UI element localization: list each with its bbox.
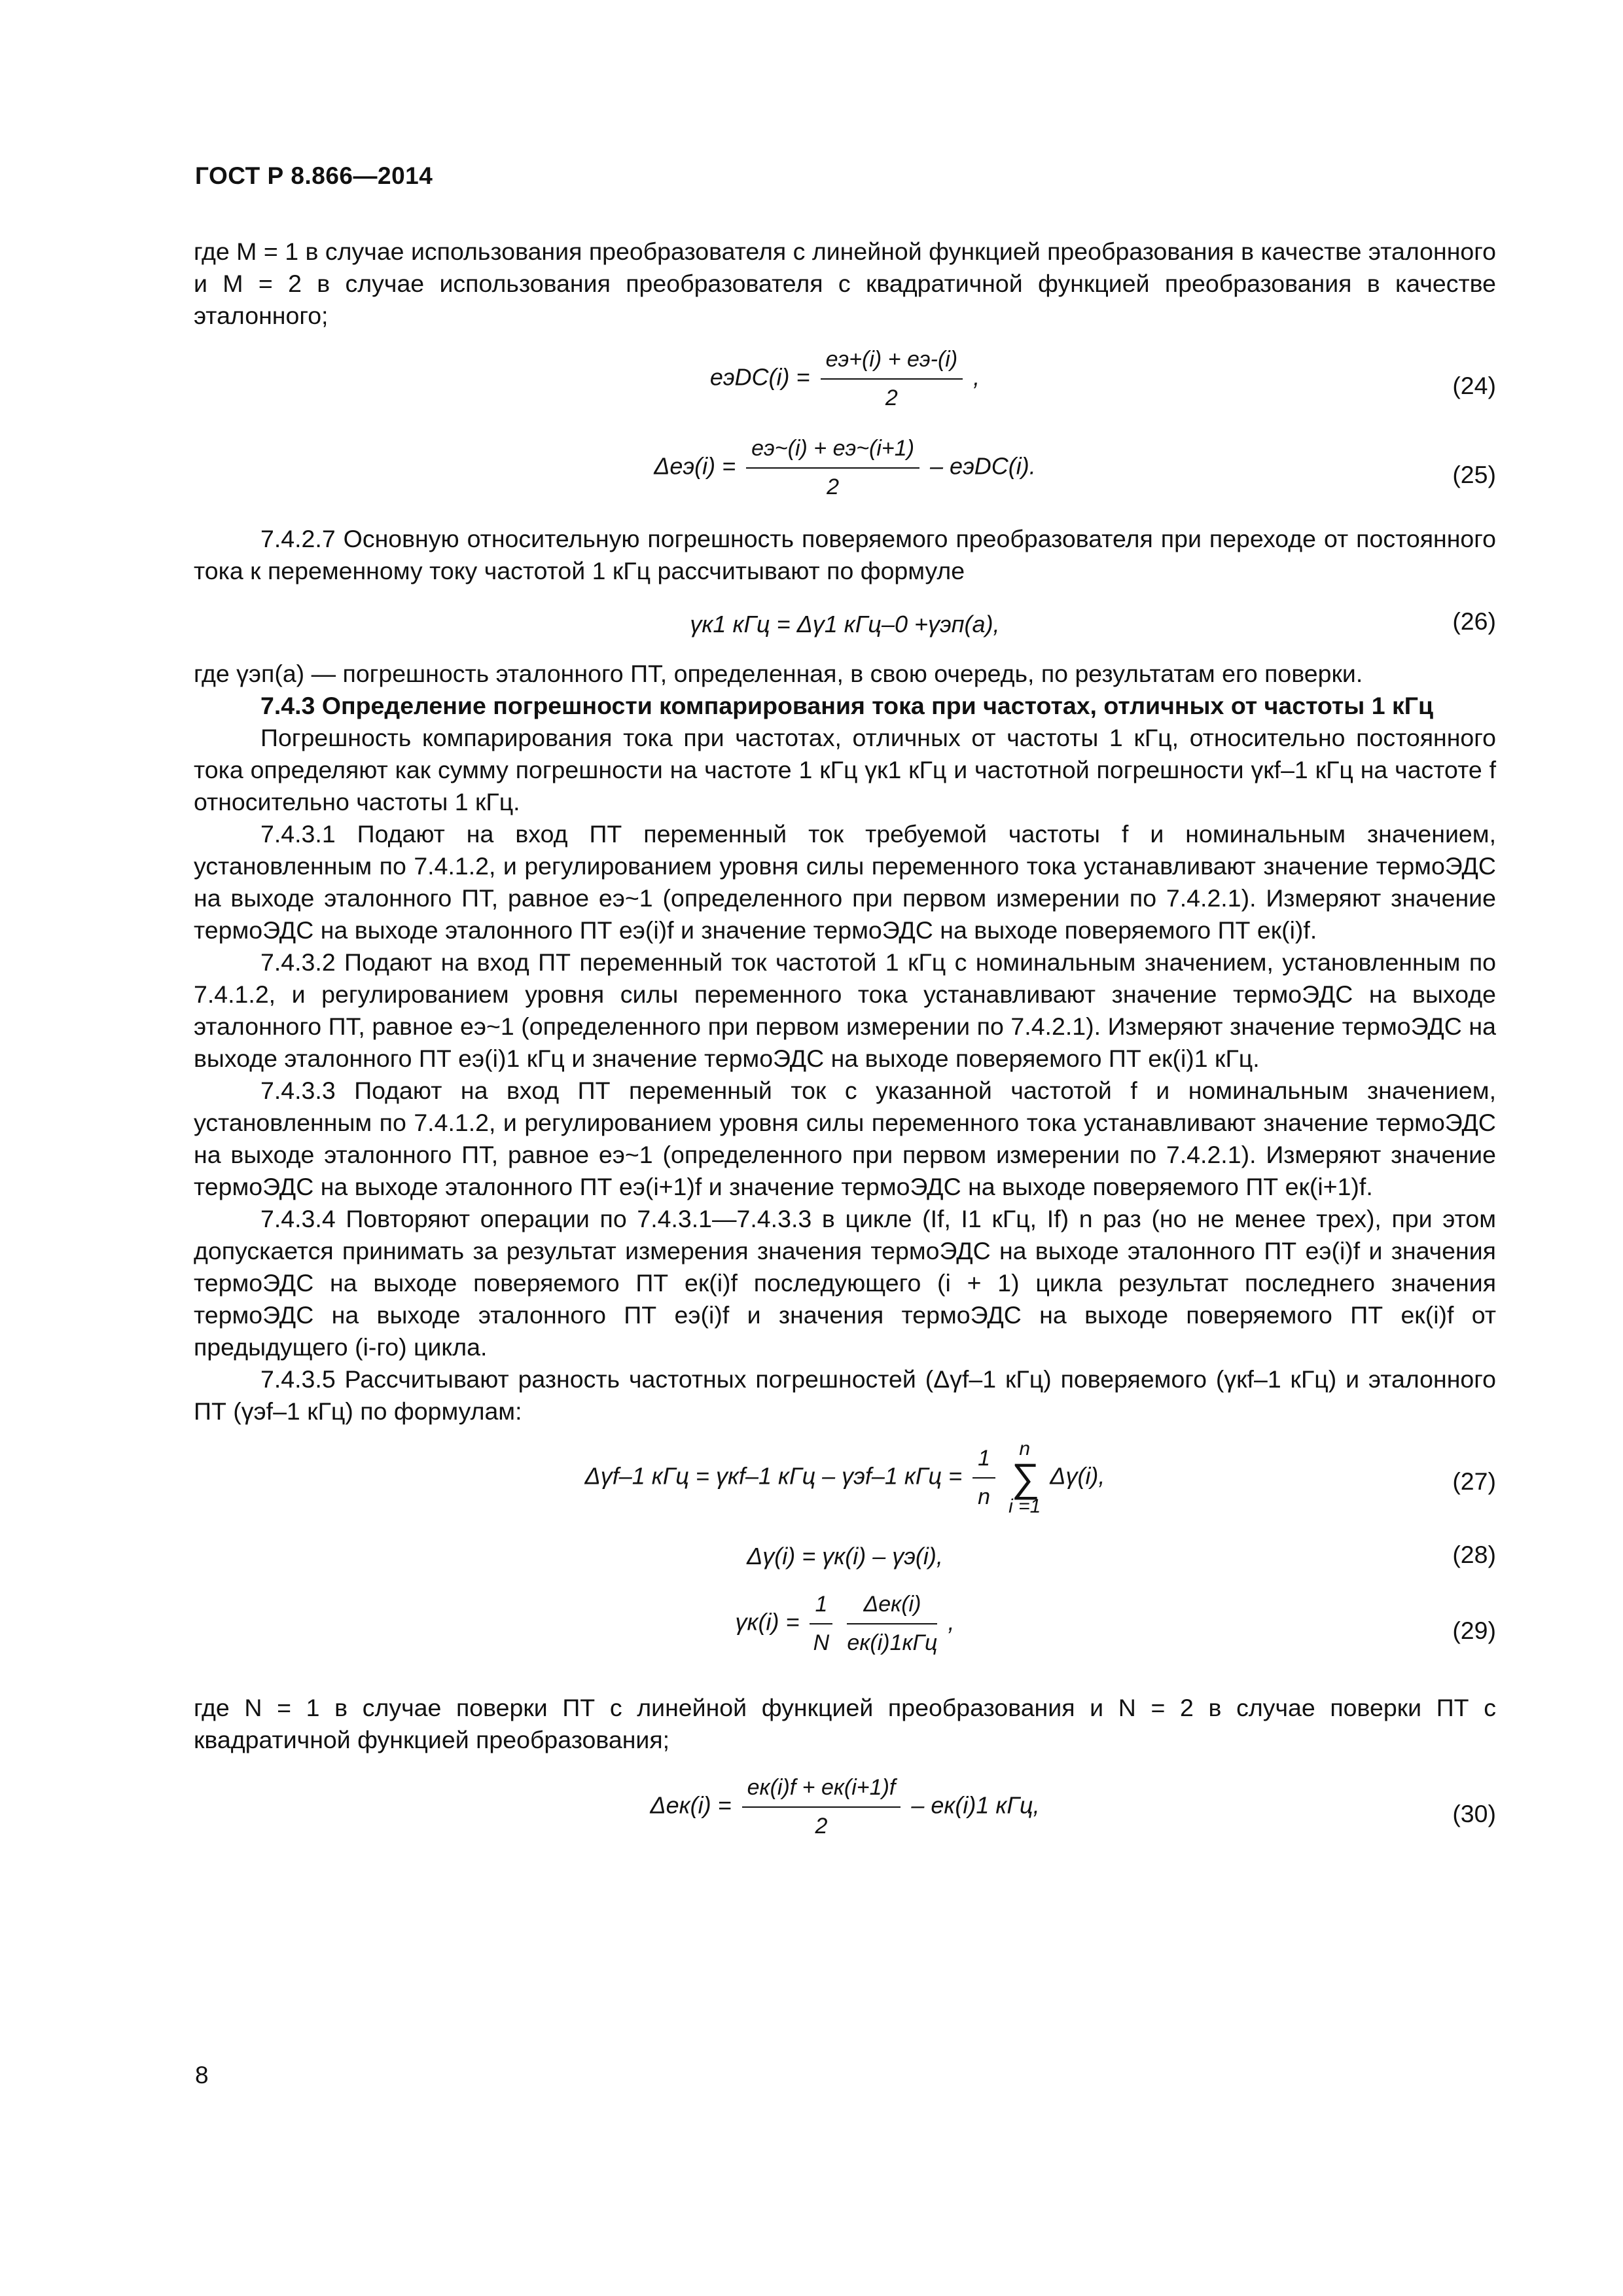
- paragraph-where-gamma: где γэп(a) — погрешность эталонного ПТ, определенная, в свою очередь, по результатам его поверки.: [194, 660, 1363, 687]
- sum-lower-limit: i =1: [1008, 1496, 1041, 1517]
- formula-29-denominator-1: N: [813, 1630, 830, 1655]
- formula-29-numerator-2: Δeк(i): [847, 1588, 937, 1624]
- formula-27-numerator: 1: [972, 1443, 995, 1479]
- paragraph-7-4-3-2: 7.4.3.2 Подают на вход ПТ переменный ток частотой 1 кГц с номинальным значением, установленным по 7.4.1.2, и регулированием уровня силы переменного тока устанавливают значение термоЭДС на выходе эталонного ПТ, равное eэ~1 (определенного при первом измерении по 7.4.2.1). Измеряют значение термоЭДС на выходе эталонного ПТ eэ(i)1 кГц и значение термоЭДС на выходе поверяемого ПТ eк(i)1 кГц.: [194, 948, 1496, 1072]
- formula-25-numerator: eэ~(i) + eэ~(i+1): [746, 433, 919, 469]
- paragraph-7-4-3-4: 7.4.3.4 Повторяют операции по 7.4.3.1—7.4.3.3 в цикле (If, I1 кГц, If) n раз (но не менее трех), при этом допускается принимать за результат измерения значения термоЭДС на выходе эталонного ПТ eэ(i)f и значения термоЭДС на выходе поверяемого ПТ eк(i)f последующего (i + 1) цикла результат последнего значения термоЭДС на выходе эталонного ПТ eэ(i)f и значения термоЭДС на выходе поверяемого ПТ eк(i)f от предыдущего (i-го) цикла.: [194, 1205, 1496, 1361]
- paragraph-7-4-3-5: 7.4.3.5 Рассчитывают разность частотных погрешностей (Δγf–1 кГц) поверяемого (γкf–1 кГц) и эталонного ПТ (γэf–1 кГц) по формулам:: [194, 1365, 1496, 1425]
- paragraph-7-4-3-3: 7.4.3.3 Подают на вход ПТ переменный ток с указанной частотой f и номинальным значением, установленным по 7.4.1.2, и регулированием уровня силы переменного тока устанавливают значение термоЭДС на выходе эталонного ПТ, равное eэ~1 (определенного при первом измерении по 7.4.2.1). Измеряют значение термоЭДС на выходе эталонного ПТ eэ(i+1)f и значение термоЭДС на выходе поверяемого ПТ eк(i+1)f.: [194, 1077, 1496, 1200]
- formula-27-denominator: n: [978, 1484, 991, 1509]
- formula-29: [194, 1588, 1496, 1687]
- document-header: ГОСТ Р 8.866—2014: [195, 162, 433, 189]
- formula-30-number: (30): [1452, 1800, 1496, 1827]
- formula-24-tail: ,: [973, 363, 980, 391]
- formula-29-fraction-2: [847, 1588, 937, 1659]
- formula-25-fraction: [746, 433, 919, 503]
- sigma-icon: ∑: [1010, 1456, 1039, 1499]
- formula-25-number: (25): [1452, 461, 1496, 488]
- section-heading-7-4-3: 7.4.3 Определение погрешности компарирования тока при частотах, отличных от частоты 1 кГц: [260, 692, 1434, 719]
- formula-24-denominator: 2: [885, 386, 898, 410]
- formula-24-fraction: [821, 344, 963, 414]
- formula-27-fraction: [972, 1443, 995, 1513]
- formula-27-lhs: Δγf–1 кГц = γкf–1 кГц – γэf–1 кГц =: [584, 1462, 963, 1490]
- sum-upper-limit: n: [1019, 1438, 1031, 1460]
- formula-24-number: (24): [1452, 372, 1496, 399]
- formula-27-tail: Δγ(i),: [1050, 1462, 1105, 1490]
- paragraph-7-4-2-7: 7.4.2.7 Основную относительную погрешность поверяемого преобразователя при переходе от постоянного тока к переменному току частотой 1 кГц рассчитывают по формуле: [194, 525, 1496, 584]
- formula-30-tail: – eк(i)1 кГц,: [911, 1791, 1040, 1819]
- paragraph-where-n: где N = 1 в случае поверки ПТ с линейной функцией преобразования и N = 2 в случае поверки ПТ с квадратичной функцией преобразования;: [194, 1694, 1496, 1753]
- formula-28: [194, 1531, 1496, 1583]
- formula-24-numerator: eэ+(i) + eэ-(i): [821, 344, 963, 380]
- formula-26-expression: γк1 кГц = Δγ1 кГц–0 +γэп(a),: [690, 611, 1000, 637]
- formula-29-fraction-1: [810, 1588, 832, 1659]
- formula-29-denominator-2: eк(i)1кГц: [847, 1630, 938, 1655]
- paragraph-where-m: где M = 1 в случае использования преобразователя с линейной функцией преобразования в качестве эталонного и M = 2 в случае использования преобразователя с квадратичной функцией преобразования в качестве эталонного;: [194, 238, 1496, 329]
- summation-symbol: [1008, 1439, 1041, 1516]
- formula-29-number: (29): [1452, 1617, 1496, 1644]
- formula-28-expression: Δγ(i) = γк(i) – γэ(i),: [747, 1543, 943, 1570]
- formula-25-denominator: 2: [827, 475, 840, 499]
- formula-29-tail: ,: [948, 1608, 955, 1636]
- document-body: [194, 236, 1496, 1862]
- formula-24: [194, 344, 1496, 427]
- page-number: 8: [195, 2062, 209, 2089]
- formula-26-number: (26): [1452, 607, 1496, 635]
- formula-30: [194, 1772, 1496, 1857]
- formula-27: [194, 1439, 1496, 1524]
- formula-30-fraction: [742, 1772, 901, 1842]
- formula-27-number: (27): [1452, 1467, 1496, 1495]
- paragraph-7-4-3-1: 7.4.3.1 Подают на вход ПТ переменный ток требуемой частоты f и номинальным значением, установленным по 7.4.1.2, и регулированием уровня силы переменного тока устанавливают значение термоЭДС на выходе эталонного ПТ, равное eэ~1 (определенного при первом измерении по 7.4.2.1). Измеряют значение термоЭДС на выходе эталонного ПТ eэ(i)f и значение термоЭДС на выходе поверяемого ПТ eк(i)f.: [194, 820, 1496, 944]
- formula-30-denominator: 2: [815, 1814, 828, 1839]
- formula-29-numerator-1: 1: [810, 1588, 832, 1624]
- formula-28-number: (28): [1452, 1541, 1496, 1568]
- formula-30-lhs: Δeк(i) =: [650, 1791, 732, 1819]
- formula-25-tail: – eэDC(i).: [930, 452, 1036, 480]
- formula-26: [194, 594, 1496, 654]
- formula-25: [194, 433, 1496, 516]
- formula-30-numerator: eк(i)f + eк(i+1)f: [742, 1772, 901, 1808]
- formula-24-lhs: eэDC(i) =: [709, 363, 810, 391]
- formula-25-lhs: Δeэ(i) =: [654, 452, 736, 480]
- formula-29-lhs: γк(i) =: [735, 1608, 800, 1636]
- paragraph-7-4-3-intro: Погрешность компарирования тока при частотах, отличных от частоты 1 кГц, относительно постоянного тока определяют как сумму погрешности на частоте 1 кГц γк1 кГц и частотной погрешности γкf–1 кГц на частоте f относительно частоты 1 кГц.: [194, 724, 1496, 816]
